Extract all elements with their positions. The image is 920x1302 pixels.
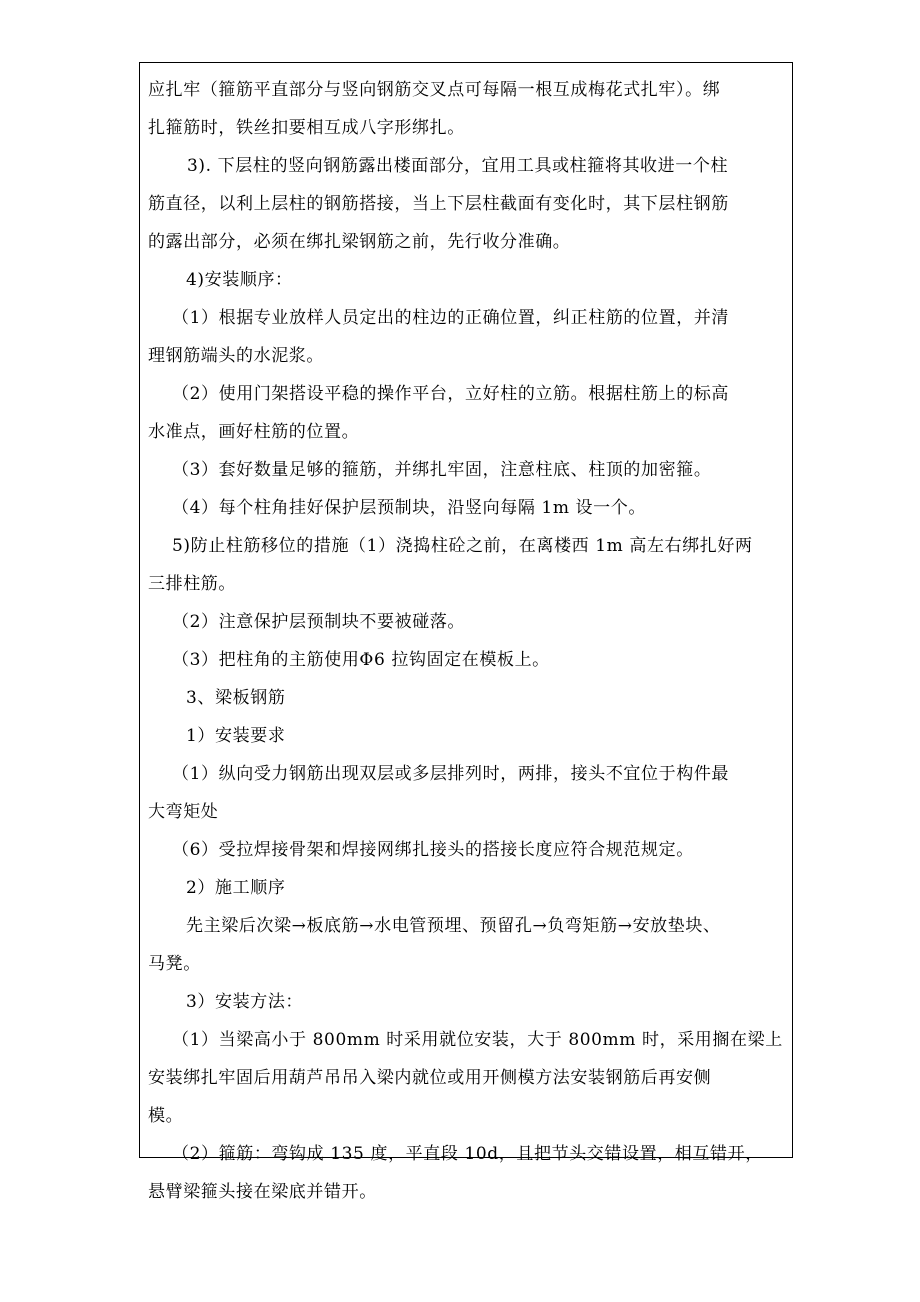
text-line: （2）箍筋：弯钩成 135 度，平直段 10d，且把节头交错设置，相互错开， [172,1144,763,1164]
text-line: （1）根据专业放样人员定出的柱边的正确位置，纠正柱筋的位置，并清 [172,308,730,328]
section-heading: 3、梁板钢筋 [186,688,286,708]
subsection-heading: 2）施工顺序 [186,878,286,898]
text-line: 扎箍筋时，铁丝扣要相互成八字形绑扎。 [148,118,465,138]
text-line: 马凳。 [148,954,201,974]
text-line: 3). 下层柱的竖向钢筋露出楼面部分，宜用工具或柱箍将其收进一个柱 [187,156,729,176]
text-line: 先主梁后次梁→板底筋→水电管预埋、预留孔→负弯矩筋→安放垫块、 [186,916,721,936]
text-line: （1）纵向受力钢筋出现双层或多层排列时，两排，接头不宜位于构件最 [172,764,730,784]
subsection-heading: 1）安装要求 [186,726,286,746]
text-line: 安装绑扎牢固后用葫芦吊吊入梁内就位或用开侧模方法安装钢筋后再安侧 [148,1068,712,1088]
subsection-heading: 3）安装方法： [186,992,304,1012]
text-line: 4)安装顺序： [186,270,293,290]
text-line: （2）注意保护层预制块不要被碰落。 [172,612,466,632]
text-line: （1）当梁高小于 800mm 时采用就位安装，大于 800mm 时，采用搁在梁上 [172,1030,783,1050]
text-line: 5)防止柱筋移位的措施（1）浇捣柱砼之前，在离楼西 1m 高左右绑扎好两 [172,536,753,556]
text-line: 悬臂梁箍头接在梁底并错开。 [148,1182,377,1202]
text-line: （3）把柱角的主筋使用Φ6 拉钩固定在模板上。 [172,650,550,670]
text-line: 水准点，画好柱筋的位置。 [148,422,360,442]
text-line: 理钢筋端头的水泥浆。 [148,346,324,366]
text-line: （4）每个柱角挂好保护层预制块，沿竖向每隔 1m 设一个。 [172,498,646,518]
text-line: 模。 [148,1106,184,1126]
text-line: 三排柱筋。 [148,574,236,594]
text-line: （2）使用门架搭设平稳的操作平台，立好柱的立筋。根据柱筋上的标高 [172,384,730,404]
text-line: （3）套好数量足够的箍筋，并绑扎牢固，注意柱底、柱顶的加密箍。 [172,460,712,480]
text-line: （6）受拉焊接骨架和焊接网绑扎接头的搭接长度应符合规范规定。 [172,840,694,860]
text-line: 大弯矩处 [148,802,219,822]
text-line: 的露出部分，必须在绑扎梁钢筋之前，先行收分准确。 [148,232,571,252]
text-line: 筋直径，以利上层柱的钢筋搭接，当上下层柱截面有变化时，其下层柱钢筋 [148,194,729,214]
text-line: 应扎牢（箍筋平直部分与竖向钢筋交叉点可每隔一根互成梅花式扎牢）。绑 [148,80,721,100]
